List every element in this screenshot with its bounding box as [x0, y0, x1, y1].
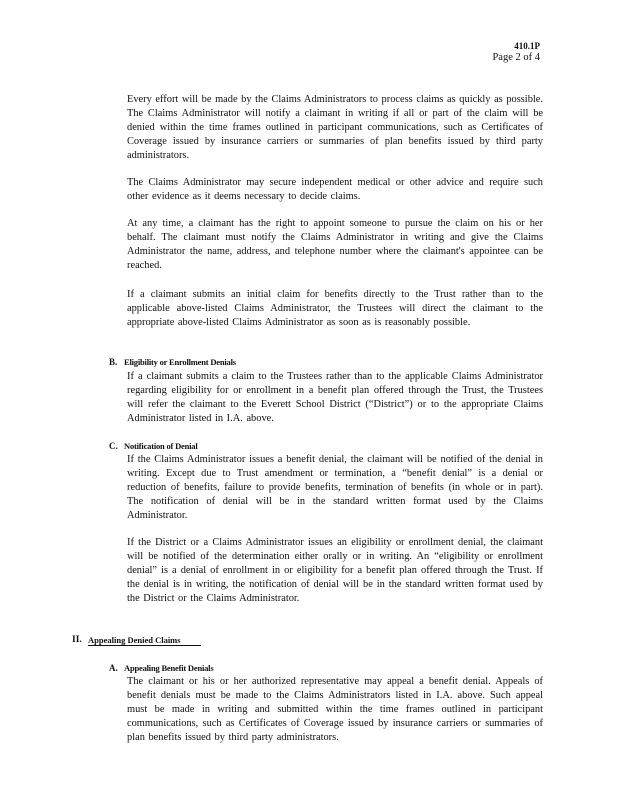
claims-processing-paragraph: Every effort will be made by the Claims Administrators to process claims as quickly as possible. The Claims Administrator will notify a claimant in writing if all or part of the claim will be denied within the time frames outlined in participant communications, such as Certificates of Coverage issued by insurance carriers or summaries of plan benefits issued by third party administrators.	[127, 94, 543, 161]
section-ii-a-title: Appealing Benefit Denials	[124, 663, 214, 673]
section-c-text-2: If the District or a Claims Administrator issues an eligibility or enrollment denial, the claimant will be notified of the determination either orally or in writing. An “eligibility or enrollment denial” is a denial of enrollment in or eligibility for a benefit plan offered through the Trust. If the denial is in writing, the notification of denial will be in the standard written format used by the District or the Claims Administrator.	[127, 537, 543, 604]
section-ii-a-text: The claimant or his or her authorized representative may appeal a benefit denial. Appeals of benefit denials must be made to the Claims Administrators listed in I.A. above. Such appeal must be made in writing and submitted within the time frames outlined in participant communications, such as Certificates of Coverage issued by insurance carriers or summaries of plan benefits issued by third party administrators.	[127, 676, 543, 743]
section-b-text: If a claimant submits a claim to the Trustees rather than to the applicable Claims Administrator regarding eligibility for or enrollment in a benefit plan offered through the Trust, the Trustees will refer the claimant to the Everett School District (“District”) or to the appropriate Claims Administrator listed in I.A. above.	[127, 371, 543, 424]
independent-advice-paragraph: The Claims Administrator may secure independent medical or other advice and require such other evidence as it deems necessary to decide claims.	[127, 177, 543, 202]
section-ii-title: Appealing Denied Claims	[88, 635, 201, 646]
section-c-title: Notification of Denial	[124, 441, 198, 451]
initial-claim-paragraph: If a claimant submits an initial claim for benefits directly to the Trust rather than to the applicable above-listed Claims Administrator, the Trustees will direct the claimant to the appropriate above-listed Claims Administrator as soon as is reasonably possible.	[127, 289, 543, 328]
page-number: Page 2 of 4	[492, 52, 540, 63]
section-b-title: Eligibility or Enrollment Denials	[124, 357, 236, 367]
section-c-text: If the Claims Administrator issues a benefit denial, the claimant will be notified of the denial in writing. Except due to Trust amendment or termination, a “benefit denial” is a denial or reduction of benefits, failure to provide benefits, termination of benefits (in whole or in part). The notification of denial will be in the standard written format used by the Claims Administrator.	[127, 454, 543, 521]
page-header	[492, 40, 540, 64]
section-ii-label: II.	[72, 635, 82, 645]
appoint-representative-paragraph: At any time, a claimant has the right to appoint someone to pursue the claim on his or her behalf. The claimant must notify the Claims Administrator in writing and give the Claims Administrator the name, address, and telephone number where the claimant's appointee can be reached.	[127, 218, 543, 271]
section-ii-a-label: A.	[109, 663, 118, 673]
section-c-label: C.	[109, 441, 118, 451]
section-b-label: B.	[109, 357, 118, 367]
document-code: 410.1P	[514, 41, 540, 51]
